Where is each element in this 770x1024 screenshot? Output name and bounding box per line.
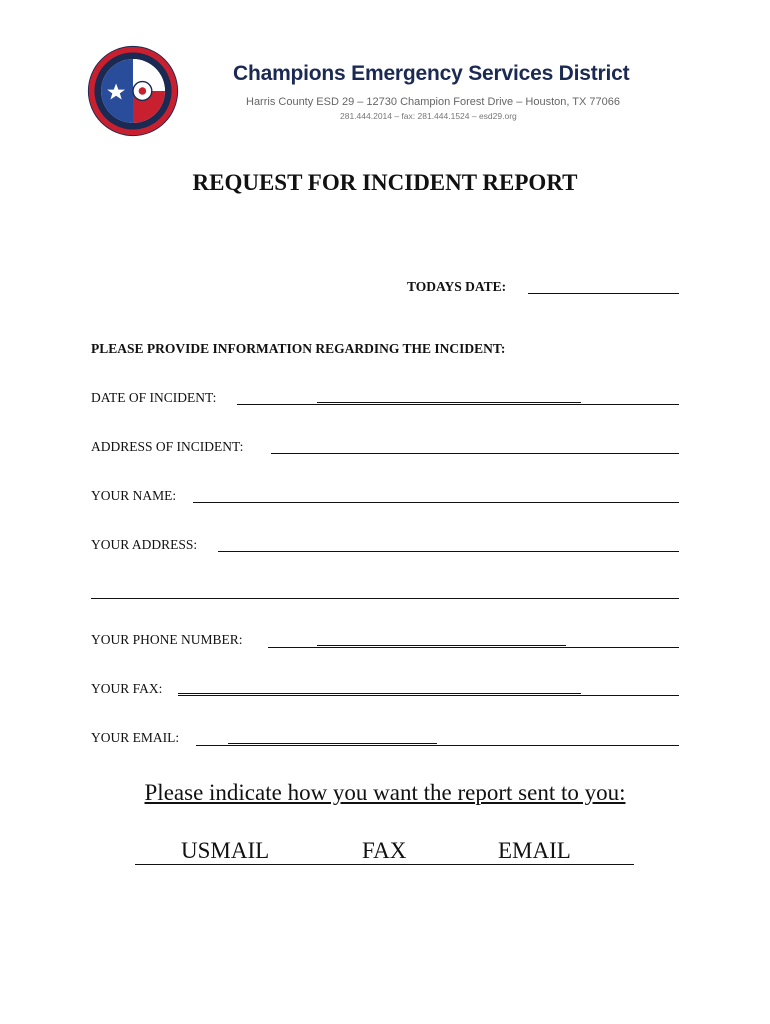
- document-title: REQUEST FOR INCIDENT REPORT: [192, 170, 578, 195]
- delivery-options-underline: [135, 864, 634, 865]
- todays-date-field[interactable]: [528, 293, 679, 294]
- organization-name: Champions Emergency Services District: [233, 62, 630, 85]
- your-name-field[interactable]: [193, 502, 679, 503]
- your-fax-label: YOUR FAX:: [91, 681, 163, 696]
- your-fax-field[interactable]: [178, 695, 679, 696]
- address-of-incident-field[interactable]: [271, 453, 679, 454]
- your-address-label: YOUR ADDRESS:: [91, 537, 198, 552]
- organization-contact: 281.444.2014 – fax: 281.444.1524 – esd29.org: [340, 111, 517, 121]
- address-of-incident-label: ADDRESS OF INCIDENT:: [91, 439, 244, 454]
- option-usmail[interactable]: USMAIL: [181, 838, 270, 863]
- your-address-second-line[interactable]: [91, 598, 679, 599]
- your-fax-inner-line: [178, 693, 581, 694]
- date-of-incident-inner-line: [317, 402, 581, 403]
- todays-date-label: TODAYS DATE:: [407, 279, 507, 294]
- your-phone-inner-line: [317, 645, 566, 646]
- your-name-label: YOUR NAME:: [91, 488, 177, 503]
- your-address-field[interactable]: [218, 551, 679, 552]
- option-email[interactable]: EMAIL: [498, 838, 571, 863]
- option-fax[interactable]: FAX: [362, 838, 407, 863]
- champions-esd-logo: [86, 44, 180, 138]
- delivery-method-prompt: Please indicate how you want the report sent to you:: [144, 780, 626, 805]
- date-of-incident-label: DATE OF INCIDENT:: [91, 390, 217, 405]
- your-email-label: YOUR EMAIL:: [91, 730, 180, 745]
- organization-address: Harris County ESD 29 – 12730 Champion Forest Drive – Houston, TX 77066: [246, 96, 620, 108]
- instructions-text: PLEASE PROVIDE INFORMATION REGARDING THE INCIDENT:: [91, 341, 506, 356]
- date-of-incident-field[interactable]: [237, 404, 679, 405]
- your-phone-field[interactable]: [268, 647, 679, 648]
- your-email-field[interactable]: [196, 745, 679, 746]
- your-email-inner-line: [228, 743, 437, 744]
- your-phone-label: YOUR PHONE NUMBER:: [91, 632, 243, 647]
